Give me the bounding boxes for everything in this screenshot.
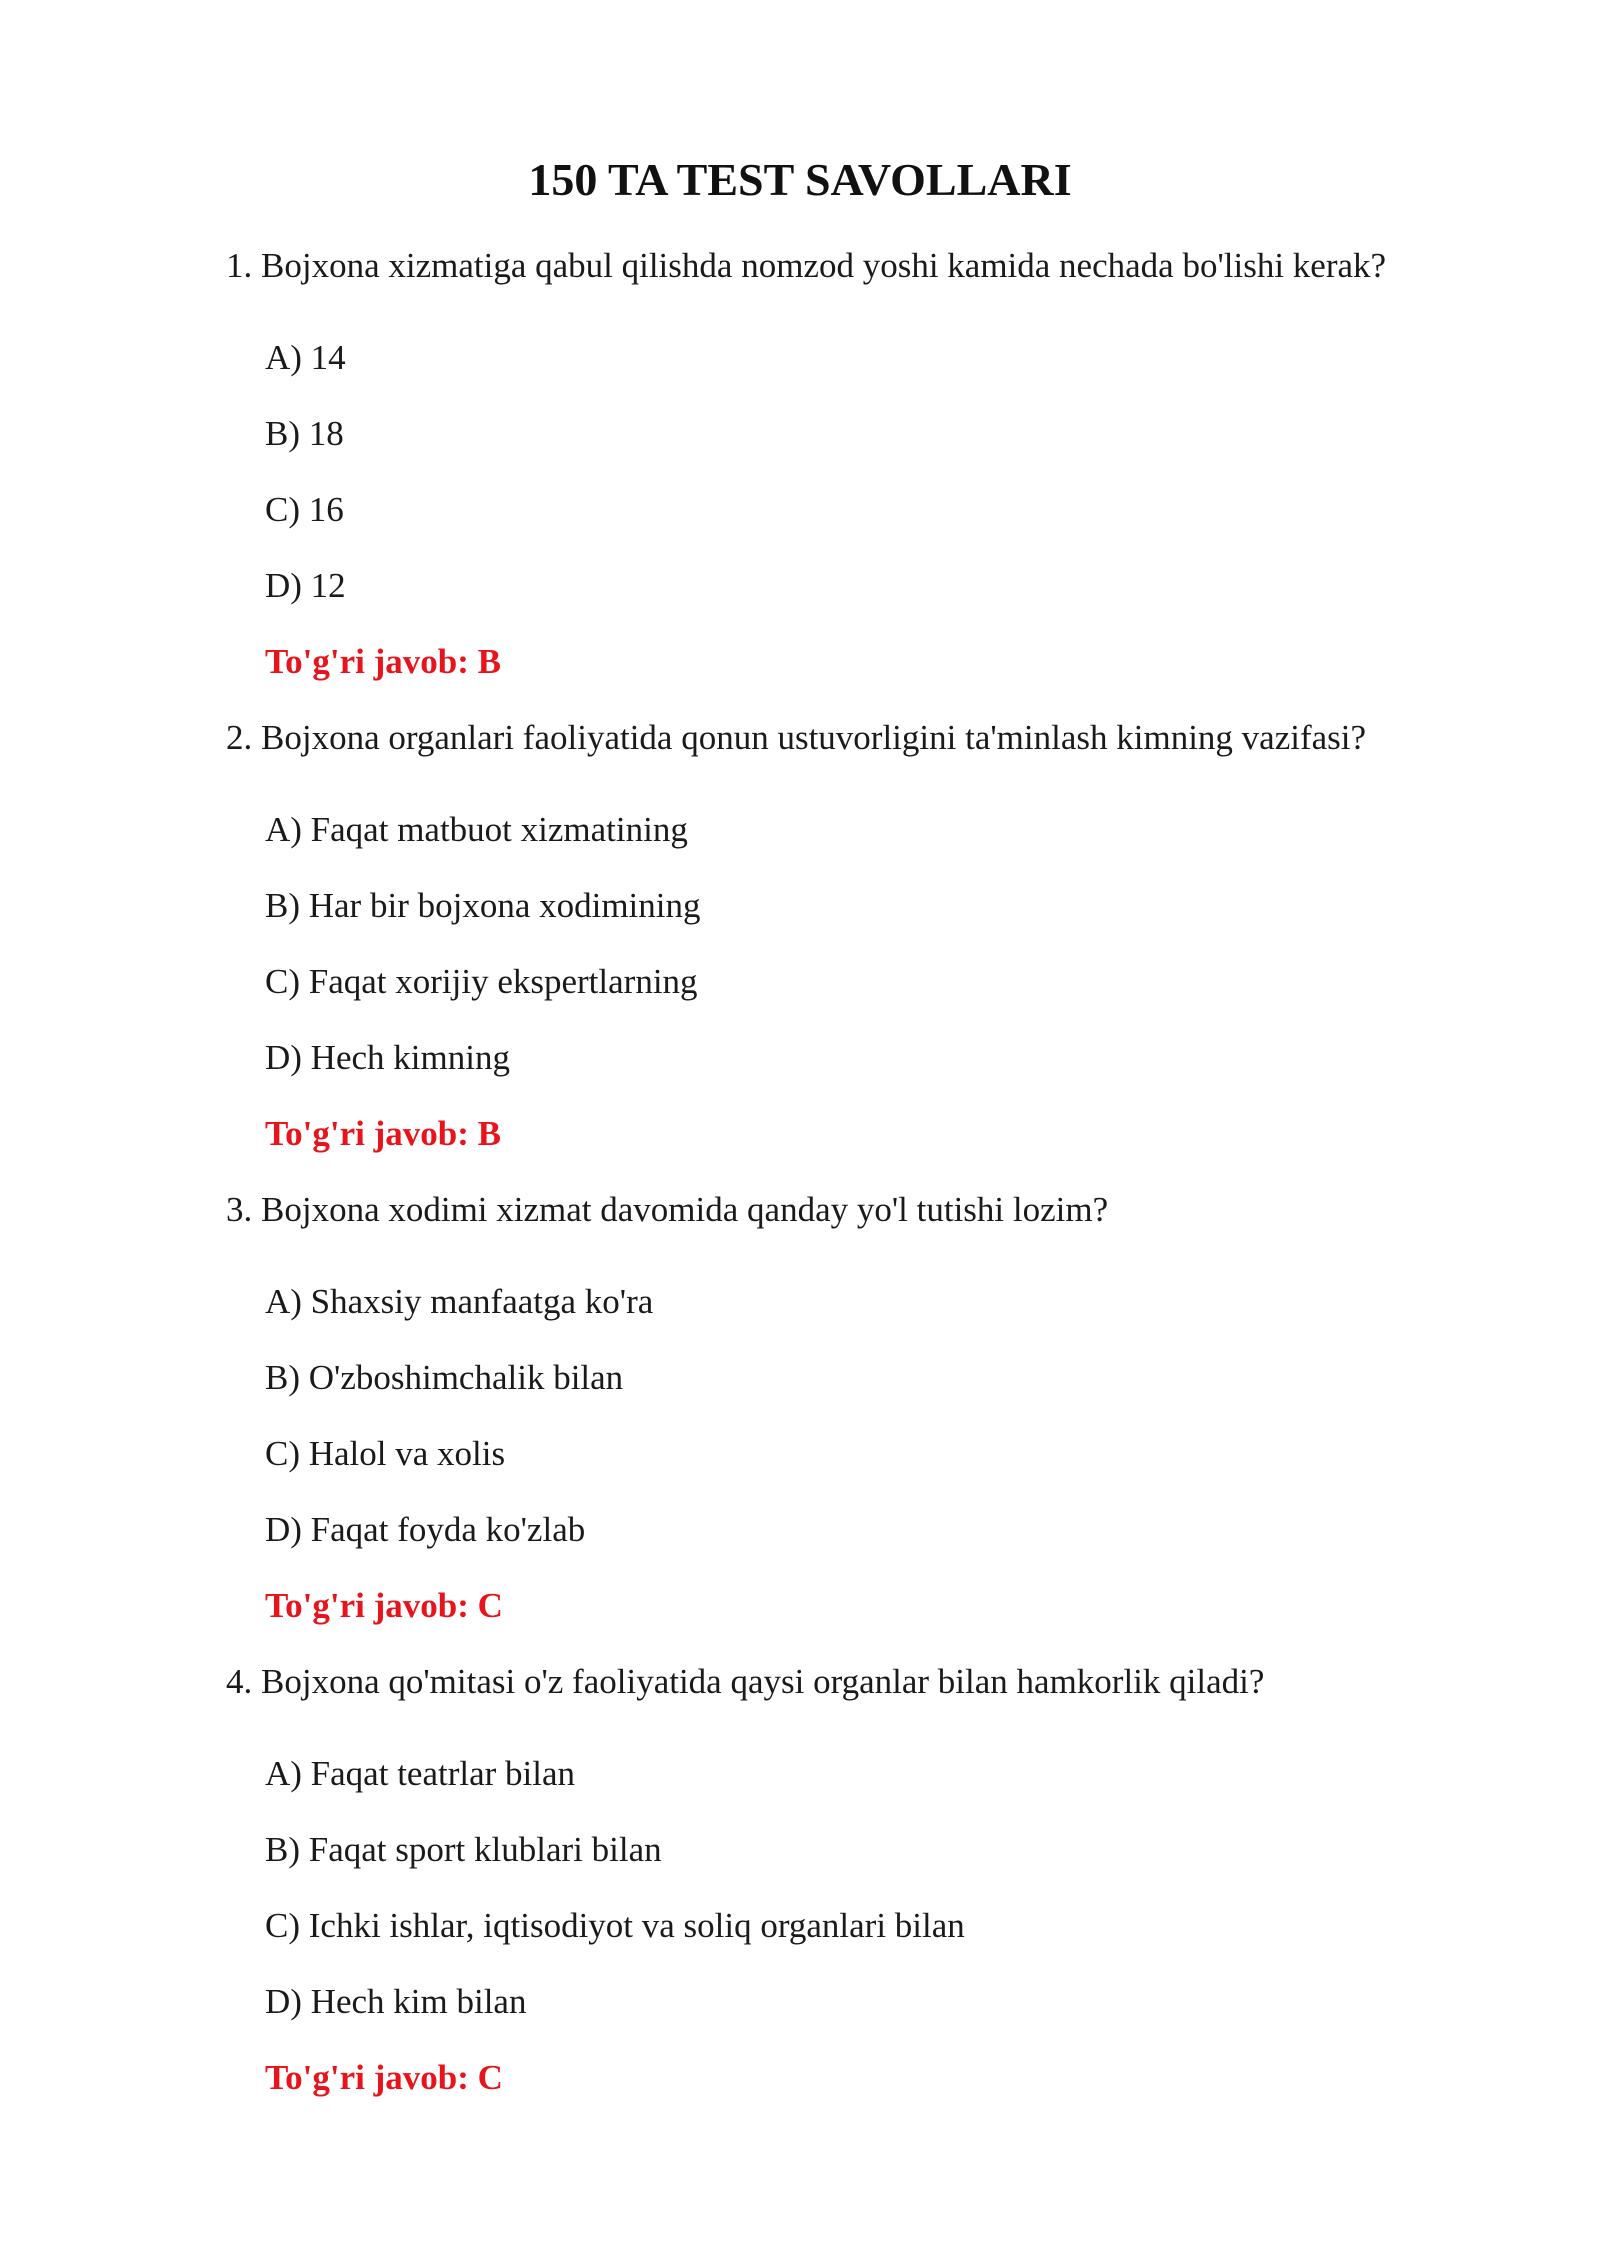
question-text: 2. Bojxona organlari faoliyatida qonun ustuvorligini ta'minlash kimning vazifasi?: [226, 718, 1367, 757]
option-c: C) 16: [265, 490, 344, 529]
option-a: A) Faqat matbuot xizmatining: [265, 810, 688, 849]
option-list: [226, 1712, 1526, 2032]
option-b: B) Har bir bojxona xodimining: [265, 886, 701, 925]
option-a: A) 14: [265, 338, 346, 377]
question-text: 1. Bojxona xizmatiga qabul qilishda nomzod yoshi kamida nechada bo'lishi kerak?: [226, 246, 1387, 285]
option-list: [226, 768, 1526, 1088]
option-b: B) 18: [265, 414, 344, 453]
option-c: C) Ichki ishlar, iqtisodiyot va soliq organlari bilan: [265, 1906, 965, 1945]
question-1: [226, 236, 1526, 692]
option-d: D) 12: [265, 566, 346, 605]
question-4: [226, 1652, 1526, 2108]
question-3: [226, 1180, 1526, 1636]
question-list: [226, 236, 1526, 2108]
page-title: 150 TA TEST SAVOLLARI: [528, 154, 1072, 205]
question-text: 4. Bojxona qo'mitasi o'z faoliyatida qaysi organlar bilan hamkorlik qiladi?: [226, 1662, 1265, 1701]
correct-answer: To'g'ri javob: C: [265, 2058, 503, 2097]
option-b: B) Faqat sport klublari bilan: [265, 1830, 662, 1869]
correct-answer: To'g'ri javob: C: [265, 1586, 503, 1625]
option-c: C) Halol va xolis: [265, 1434, 506, 1473]
option-d: D) Hech kimning: [265, 1038, 510, 1077]
question-2: [226, 708, 1526, 1164]
question-text: 3. Bojxona xodimi xizmat davomida qanday yo'l tutishi lozim?: [226, 1190, 1109, 1229]
correct-answer: To'g'ri javob: B: [265, 642, 501, 681]
option-a: A) Shaxsiy manfaatga ko'ra: [265, 1282, 654, 1321]
option-d: D) Hech kim bilan: [265, 1982, 527, 2021]
option-a: A) Faqat teatrlar bilan: [265, 1754, 576, 1793]
correct-answer: To'g'ri javob: B: [265, 1114, 501, 1153]
option-list: [226, 296, 1526, 616]
option-list: [226, 1240, 1526, 1560]
option-b: B) O'zboshimchalik bilan: [265, 1358, 624, 1397]
option-c: C) Faqat xorijiy ekspertlarning: [265, 962, 698, 1001]
option-d: D) Faqat foyda ko'zlab: [265, 1510, 586, 1549]
